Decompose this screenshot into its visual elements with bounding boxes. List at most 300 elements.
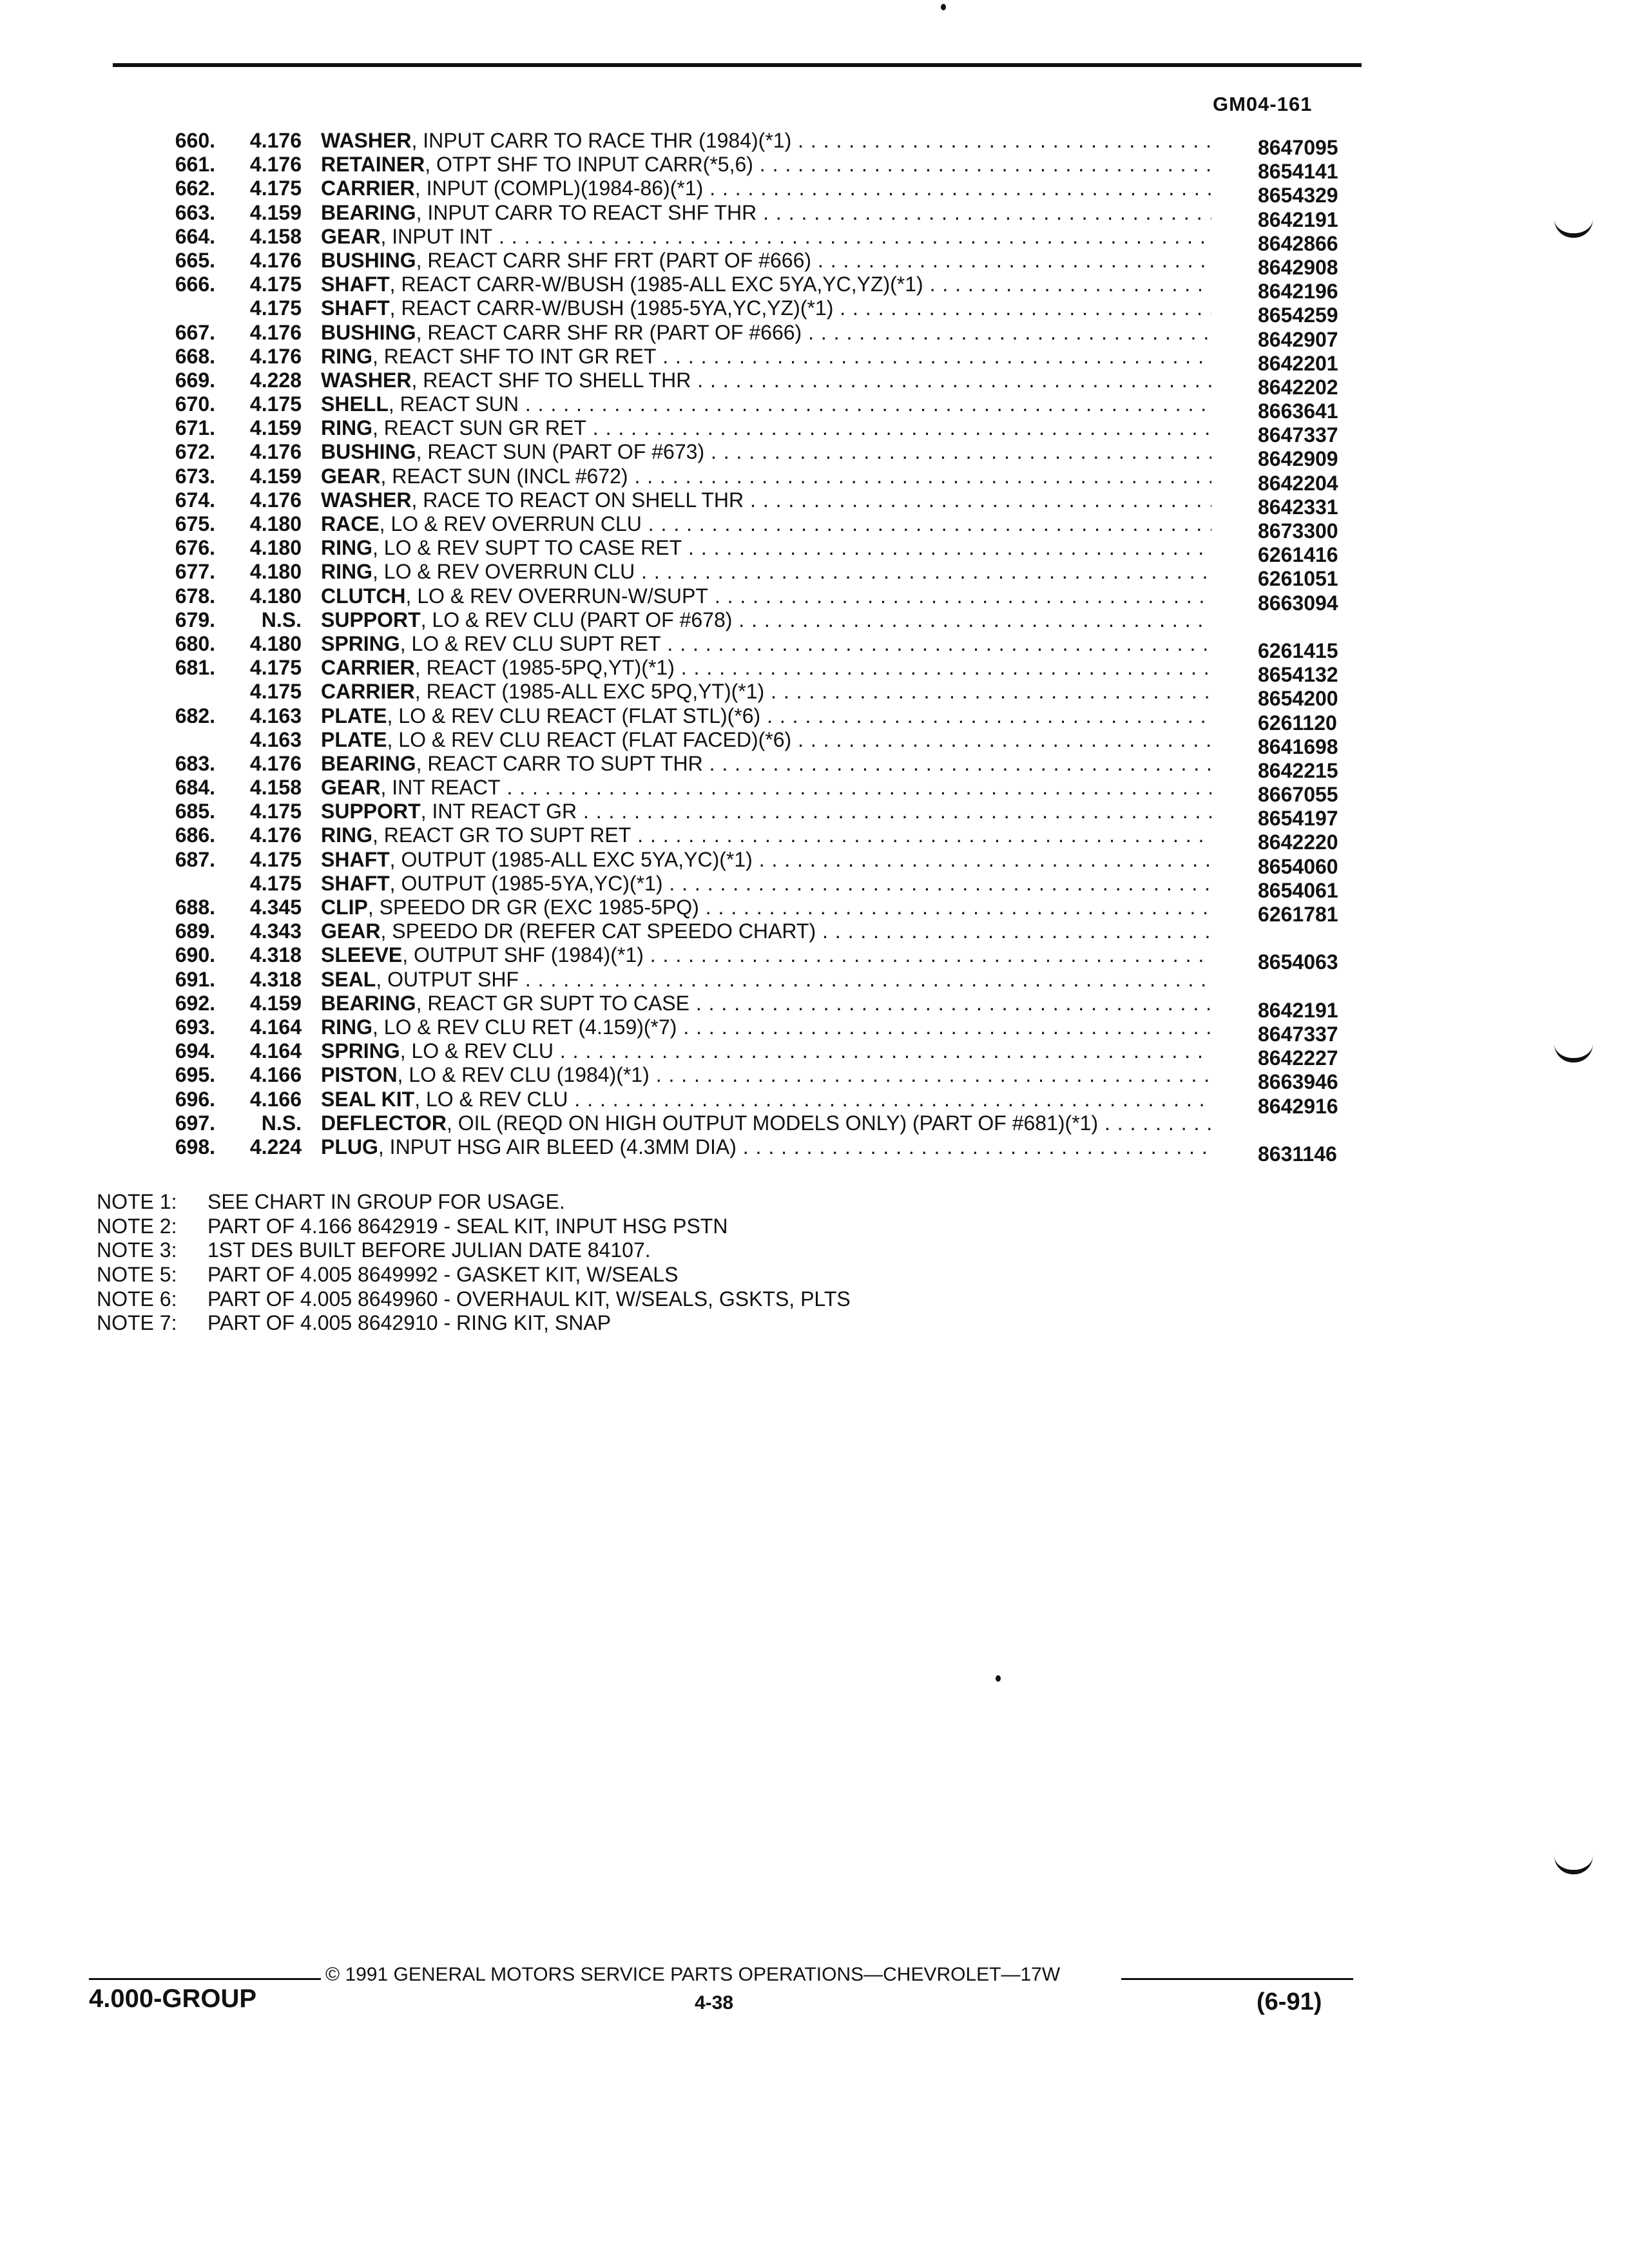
part-name: RING xyxy=(321,823,372,847)
part-number: 8642227 xyxy=(1258,1046,1338,1070)
part-row xyxy=(0,584,1629,615)
note-text: PART OF 4.166 8642919 - SEAL KIT, INPUT HSG PSTN xyxy=(207,1214,728,1238)
part-description xyxy=(321,872,1211,896)
note xyxy=(97,1262,1257,1287)
group-number: 4.176 xyxy=(249,440,302,464)
part-number: 8654063 xyxy=(1258,950,1338,974)
part-detail: , INPUT CARR TO REACT SHF THR . . . xyxy=(416,201,1211,224)
part-detail: , INPUT INT . . . xyxy=(380,225,1211,248)
group-number: 4.180 xyxy=(249,584,302,608)
part-number: 8642201 xyxy=(1258,351,1338,375)
part-detail: , LO & REV OVERRUN CLU . . . xyxy=(380,512,1211,535)
part-number: 6261781 xyxy=(1258,903,1338,926)
part-detail: , REACT SUN . . . xyxy=(389,392,1211,416)
part-description xyxy=(321,416,1211,440)
part-row xyxy=(0,1111,1629,1135)
group-number: 4.164 xyxy=(249,1015,302,1039)
ref-number: 665. xyxy=(175,248,215,272)
part-number: 8654197 xyxy=(1258,807,1338,831)
page-code: GM04-161 xyxy=(1213,93,1313,115)
part-name: PISTON xyxy=(321,1063,398,1087)
part-detail: , LO & REV CLU (PART OF #678) . . . xyxy=(421,608,1211,631)
part-number: 8642916 xyxy=(1258,1094,1338,1118)
group-number: 4.166 xyxy=(249,1087,302,1111)
ref-number: 674. xyxy=(175,488,215,512)
part-name: CARRIER xyxy=(321,177,415,200)
part-name: GEAR xyxy=(321,224,381,248)
part-row xyxy=(0,1015,1629,1046)
part-description xyxy=(321,177,1211,200)
note xyxy=(97,1214,1257,1238)
group-number: 4.343 xyxy=(249,919,302,943)
group-number: 4.176 xyxy=(249,153,302,177)
part-description xyxy=(321,201,1211,225)
part-description xyxy=(321,1111,1211,1135)
part-name: BEARING xyxy=(321,991,416,1015)
group-number: 4.163 xyxy=(249,704,302,727)
ref-number: 688. xyxy=(175,896,215,919)
part-detail: , OTPT SHF TO INPUT CARR(*5,6) . . . xyxy=(425,153,1211,176)
part-description xyxy=(321,704,1211,728)
part-detail: , LO & REV OVERRUN-W/SUPT . . . xyxy=(406,584,1211,608)
footer-group: 4.000-GROUP xyxy=(89,1984,257,2013)
part-row xyxy=(0,704,1629,735)
group-number: 4.159 xyxy=(249,200,302,224)
ref-number: 670. xyxy=(175,392,215,416)
ref-number: 672. xyxy=(175,440,215,464)
group-number: 4.159 xyxy=(249,991,302,1015)
part-name: CARRIER xyxy=(321,680,415,704)
part-row xyxy=(0,368,1629,399)
footer-page-number: 4-38 xyxy=(695,1992,734,2013)
part-description xyxy=(321,800,1211,823)
note-text: 1ST DES BUILT BEFORE JULIAN DATE 84107. xyxy=(207,1238,651,1262)
note xyxy=(97,1311,1257,1335)
part-description xyxy=(321,1039,1211,1063)
group-number: 4.159 xyxy=(249,416,302,440)
group-number: N.S. xyxy=(261,1111,302,1135)
footer-rule-left xyxy=(89,1978,321,1980)
part-row xyxy=(0,919,1629,943)
part-number: 8654141 xyxy=(1258,160,1338,184)
part-row xyxy=(0,488,1629,519)
part-name: GEAR xyxy=(321,776,381,800)
ref-number: 689. xyxy=(175,919,215,943)
ref-number: 681. xyxy=(175,656,215,680)
part-description xyxy=(321,728,1211,752)
part-detail: , REACT CARR SHF FRT (PART OF #666) . . . xyxy=(416,249,1211,272)
part-number: 8654060 xyxy=(1258,854,1338,878)
part-detail: , LO & REV CLU REACT (FLAT STL)(*6) . . . xyxy=(387,704,1211,727)
part-number: 8642215 xyxy=(1258,758,1338,782)
part-row xyxy=(0,871,1629,902)
part-name: SUPPORT xyxy=(321,800,421,823)
part-detail: , REACT CARR TO SUPT THR . . . xyxy=(416,752,1211,775)
part-detail: , SPEEDO DR GR (EXC 1985-5PQ) . . . xyxy=(368,896,1211,919)
part-row xyxy=(0,296,1629,327)
note-label: NOTE 5: xyxy=(97,1263,177,1287)
part-row xyxy=(0,968,1629,992)
part-number: 8663641 xyxy=(1258,399,1338,423)
part-number: 8663946 xyxy=(1258,1070,1338,1094)
note-text: SEE CHART IN GROUP FOR USAGE. xyxy=(207,1190,565,1213)
part-description xyxy=(321,129,1211,153)
part-row xyxy=(0,440,1629,471)
part-row xyxy=(0,1063,1629,1094)
group-number: 4.158 xyxy=(249,776,302,800)
part-detail: , REACT (1985-ALL EXC 5PQ,YT)(*1) . . . xyxy=(415,680,1211,703)
group-number: 4.176 xyxy=(249,129,302,152)
note-label: NOTE 1: xyxy=(97,1190,177,1213)
part-number: 8631146 xyxy=(1258,1142,1337,1166)
part-number: 8642202 xyxy=(1258,375,1338,399)
ref-number: 669. xyxy=(175,368,215,392)
group-number: 4.175 xyxy=(249,656,302,680)
part-row xyxy=(0,991,1629,1022)
part-row xyxy=(0,800,1629,831)
part-detail: , LO & REV OVERRUN CLU . . . xyxy=(372,560,1211,583)
part-name: RETAINER xyxy=(321,153,425,177)
part-description xyxy=(321,584,1211,608)
part-detail: , RACE TO REACT ON SHELL THR . . . xyxy=(411,488,1211,512)
part-detail: , REACT SUN (PART OF #673) . . . xyxy=(416,440,1211,463)
note-label: NOTE 2: xyxy=(97,1214,177,1238)
group-number: 4.180 xyxy=(249,536,302,560)
part-detail: , LO & REV CLU . . . xyxy=(400,1039,1211,1062)
note-label: NOTE 6: xyxy=(97,1287,177,1311)
part-name: PLATE xyxy=(321,704,387,727)
ref-number: 685. xyxy=(175,800,215,823)
part-description xyxy=(321,776,1211,800)
part-detail: , SPEEDO DR (REFER CAT SPEEDO CHART) . . . xyxy=(380,919,1211,943)
part-description xyxy=(321,992,1211,1015)
notes-list xyxy=(97,1189,1257,1335)
ref-number: 679. xyxy=(175,608,215,631)
part-number: 6261051 xyxy=(1258,567,1338,591)
part-description xyxy=(321,392,1211,416)
part-row xyxy=(0,392,1629,423)
part-description xyxy=(321,560,1211,584)
group-number: 4.175 xyxy=(249,800,302,823)
part-row xyxy=(0,727,1629,758)
part-name: SHAFT xyxy=(321,871,390,895)
part-name: SHAFT xyxy=(321,847,390,871)
part-number: 8673300 xyxy=(1258,519,1338,543)
part-number: 8647095 xyxy=(1258,136,1338,159)
part-description xyxy=(321,345,1211,369)
part-name: BEARING xyxy=(321,751,416,775)
footer-rule-right xyxy=(1121,1978,1353,1980)
part-name: SHAFT xyxy=(321,296,390,320)
part-detail: , INT REACT GR . . . xyxy=(421,800,1211,823)
ref-number: 694. xyxy=(175,1039,215,1063)
part-number: 8654329 xyxy=(1258,184,1338,207)
part-name: BEARING xyxy=(321,200,416,224)
part-detail: , LO & REV CLU RET (4.159)(*7) . . . xyxy=(372,1015,1211,1039)
binding-mark xyxy=(1554,1856,1593,1874)
part-row xyxy=(0,656,1629,687)
note xyxy=(97,1287,1257,1311)
part-description xyxy=(321,488,1211,512)
note xyxy=(97,1238,1257,1262)
part-detail: , REACT SUN GR RET . . . xyxy=(372,416,1211,439)
ref-number: 660. xyxy=(175,129,215,152)
part-description xyxy=(321,465,1211,488)
part-detail: , OUTPUT SHF (1984)(*1) . . . xyxy=(402,943,1211,966)
part-description xyxy=(321,919,1211,943)
part-description xyxy=(321,1135,1211,1159)
part-number: 8654200 xyxy=(1258,687,1338,711)
part-number: 8654132 xyxy=(1258,663,1338,687)
speck xyxy=(941,4,946,10)
top-rule xyxy=(113,63,1362,67)
group-number: 4.166 xyxy=(249,1063,302,1087)
note-text: PART OF 4.005 8649960 - OVERHAUL KIT, W/SEALS, GSKTS, PLTS xyxy=(207,1287,851,1311)
part-row xyxy=(0,153,1629,184)
group-number: 4.176 xyxy=(249,248,302,272)
note-label: NOTE 3: xyxy=(97,1238,177,1262)
part-name: CLIP xyxy=(321,896,368,919)
part-number: 6261120 xyxy=(1258,711,1337,735)
group-number: 4.175 xyxy=(249,871,302,895)
ref-number: 698. xyxy=(175,1135,215,1158)
part-detail: , LO & REV CLU . . . xyxy=(414,1088,1211,1111)
part-number: 8642907 xyxy=(1258,327,1338,351)
part-name: BUSHING xyxy=(321,320,416,344)
ref-number: 697. xyxy=(175,1111,215,1135)
part-description xyxy=(321,1015,1211,1039)
footer-date: (6-91) xyxy=(1257,1988,1322,2015)
ref-number: 668. xyxy=(175,344,215,368)
part-description xyxy=(321,321,1211,345)
part-description xyxy=(321,225,1211,249)
speck xyxy=(996,1675,1001,1682)
part-name: GEAR xyxy=(321,919,381,943)
part-row xyxy=(0,631,1629,662)
part-detail: , REACT GR SUPT TO CASE . . . xyxy=(416,992,1211,1015)
ref-number: 692. xyxy=(175,991,215,1015)
ref-number: 683. xyxy=(175,751,215,775)
part-number: 8642331 xyxy=(1258,495,1338,519)
part-detail: , INPUT CARR TO RACE THR (1984)(*1) . . . xyxy=(411,129,1211,152)
group-number: 4.228 xyxy=(249,368,302,392)
part-row xyxy=(0,536,1629,567)
part-description xyxy=(321,632,1211,656)
part-number: 8642866 xyxy=(1258,231,1338,255)
part-description xyxy=(321,296,1211,320)
part-row xyxy=(0,320,1629,351)
part-number: 6261415 xyxy=(1258,639,1338,662)
part-description xyxy=(321,968,1211,992)
part-number: 8642908 xyxy=(1258,255,1338,279)
part-number: 8642191 xyxy=(1258,998,1338,1022)
part-description xyxy=(321,512,1211,536)
group-number: 4.158 xyxy=(249,224,302,248)
part-description xyxy=(321,680,1211,704)
part-description xyxy=(321,249,1211,273)
group-number: 4.180 xyxy=(249,560,302,584)
ref-number: 680. xyxy=(175,631,215,655)
ref-number: 687. xyxy=(175,847,215,871)
part-name: GEAR xyxy=(321,464,381,488)
part-row xyxy=(0,1039,1629,1070)
part-row xyxy=(0,224,1629,255)
note-text: PART OF 4.005 8642910 - RING KIT, SNAP xyxy=(207,1311,612,1335)
part-detail: , LO & REV CLU REACT (FLAT FACED)(*6) . . . xyxy=(387,728,1211,751)
part-row xyxy=(0,943,1629,974)
group-number: 4.175 xyxy=(249,847,302,871)
part-detail: , INT REACT . . . xyxy=(380,776,1211,799)
part-name: RING xyxy=(321,536,372,560)
part-number: 8642196 xyxy=(1258,280,1338,303)
group-number: 4.176 xyxy=(249,344,302,368)
part-description xyxy=(321,369,1211,392)
part-description xyxy=(321,848,1211,872)
part-name: SHAFT xyxy=(321,273,390,296)
part-row xyxy=(0,248,1629,279)
group-number: 4.180 xyxy=(249,631,302,655)
part-row xyxy=(0,560,1629,591)
part-name: SLEEVE xyxy=(321,943,403,967)
part-detail: , REACT CARR-W/BUSH (1985-ALL EXC 5YA,YC,YZ)(*1) . . . xyxy=(390,273,1211,296)
part-detail: , OIL (REQD ON HIGH OUTPUT MODELS ONLY) (PART OF #681)(*1) . . . xyxy=(447,1111,1211,1135)
part-number: 8647337 xyxy=(1258,1022,1338,1046)
part-number: 8641698 xyxy=(1258,735,1338,758)
part-row xyxy=(0,680,1629,711)
ref-number: 662. xyxy=(175,177,215,200)
part-number: 8642204 xyxy=(1258,471,1338,495)
part-description xyxy=(321,1088,1211,1111)
part-name: SPRING xyxy=(321,631,400,655)
ref-number: 671. xyxy=(175,416,215,440)
ref-number: 677. xyxy=(175,560,215,584)
part-row xyxy=(0,177,1629,207)
part-description xyxy=(321,896,1211,919)
part-name: DEFLECTOR xyxy=(321,1111,447,1135)
ref-number: 691. xyxy=(175,967,215,991)
part-name: SHELL xyxy=(321,392,389,416)
part-name: WASHER xyxy=(321,488,412,512)
part-description xyxy=(321,823,1211,847)
part-row xyxy=(0,273,1629,303)
part-number: 8667055 xyxy=(1258,783,1338,807)
group-number: 4.163 xyxy=(249,727,302,751)
part-name: SUPPORT xyxy=(321,608,421,631)
group-number: 4.159 xyxy=(249,464,302,488)
group-number: 4.345 xyxy=(249,896,302,919)
group-number: 4.175 xyxy=(249,680,302,704)
footer-copyright: © 1991 GENERAL MOTORS SERVICE PARTS OPERATIONS—CHEVROLET—17W xyxy=(325,1964,1061,1985)
part-name: RING xyxy=(321,344,372,368)
ref-number: 661. xyxy=(175,153,215,177)
part-name: RACE xyxy=(321,512,380,535)
part-description xyxy=(321,656,1211,680)
ref-number: 682. xyxy=(175,704,215,727)
ref-number: 666. xyxy=(175,273,215,296)
part-number: 8642191 xyxy=(1258,207,1338,231)
part-row xyxy=(0,751,1629,782)
part-detail: , INPUT HSG AIR BLEED (4.3MM DIA) . . . xyxy=(378,1135,1211,1158)
group-number: 4.176 xyxy=(249,488,302,512)
ref-number: 673. xyxy=(175,464,215,488)
part-name: RING xyxy=(321,416,372,440)
part-number: 8654259 xyxy=(1258,303,1338,327)
part-row xyxy=(0,344,1629,375)
part-number: 6261416 xyxy=(1258,543,1338,567)
part-name: RING xyxy=(321,560,372,584)
part-description xyxy=(321,1063,1211,1087)
ref-number: 684. xyxy=(175,776,215,800)
part-row xyxy=(0,1135,1629,1166)
part-number: 8663094 xyxy=(1258,591,1338,615)
part-description xyxy=(321,153,1211,177)
part-detail: , REACT SUN (INCL #672) . . . xyxy=(380,465,1211,488)
part-row xyxy=(0,823,1629,854)
part-name: PLATE xyxy=(321,727,387,751)
part-detail: , INPUT (COMPL)(1984-86)(*1) . . . xyxy=(415,177,1211,200)
part-row xyxy=(0,847,1629,878)
ref-number: 686. xyxy=(175,823,215,847)
group-number: 4.175 xyxy=(249,273,302,296)
note-label: NOTE 7: xyxy=(97,1311,177,1335)
part-row xyxy=(0,512,1629,543)
group-number: 4.164 xyxy=(249,1039,302,1063)
group-number: 4.224 xyxy=(249,1135,302,1158)
part-name: BUSHING xyxy=(321,248,416,272)
part-row xyxy=(0,1087,1629,1118)
part-row xyxy=(0,464,1629,495)
part-name: WASHER xyxy=(321,129,412,152)
group-number: 4.176 xyxy=(249,751,302,775)
part-detail: , OUTPUT SHF . . . xyxy=(376,968,1211,991)
parts-list xyxy=(0,129,1629,1166)
group-number: 4.176 xyxy=(249,320,302,344)
part-detail: , REACT CARR-W/BUSH (1985-5YA,YC,YZ)(*1) . . . xyxy=(390,296,1211,320)
part-name: BUSHING xyxy=(321,440,416,464)
ref-number: 663. xyxy=(175,200,215,224)
part-number: 8642220 xyxy=(1258,831,1338,854)
part-number: 8642909 xyxy=(1258,447,1338,471)
part-row xyxy=(0,896,1629,926)
part-detail: , REACT SHF TO SHELL THR . . . xyxy=(411,369,1211,392)
part-description xyxy=(321,536,1211,560)
group-number: 4.318 xyxy=(249,967,302,991)
part-name: CARRIER xyxy=(321,656,415,680)
part-name: PLUG xyxy=(321,1135,378,1158)
group-number: 4.180 xyxy=(249,512,302,535)
group-number: 4.176 xyxy=(249,823,302,847)
ref-number: 696. xyxy=(175,1087,215,1111)
part-detail: , REACT (1985-5PQ,YT)(*1) . . . xyxy=(415,656,1211,679)
part-name: SEAL xyxy=(321,967,376,991)
part-description xyxy=(321,752,1211,776)
part-row xyxy=(0,129,1629,159)
part-number: 8647337 xyxy=(1258,423,1338,447)
part-row xyxy=(0,200,1629,231)
note xyxy=(97,1189,1257,1214)
ref-number: 695. xyxy=(175,1063,215,1087)
part-name: RING xyxy=(321,1015,372,1039)
part-detail: , REACT CARR SHF RR (PART OF #666) . . . xyxy=(416,321,1211,344)
ref-number: 664. xyxy=(175,224,215,248)
group-number: 4.175 xyxy=(249,177,302,200)
part-name: SEAL KIT xyxy=(321,1087,415,1111)
part-name: CLUTCH xyxy=(321,584,406,608)
ref-number: 676. xyxy=(175,536,215,560)
part-description xyxy=(321,440,1211,464)
ref-number: 667. xyxy=(175,320,215,344)
part-detail: , REACT SHF TO INT GR RET . . . xyxy=(372,345,1211,368)
